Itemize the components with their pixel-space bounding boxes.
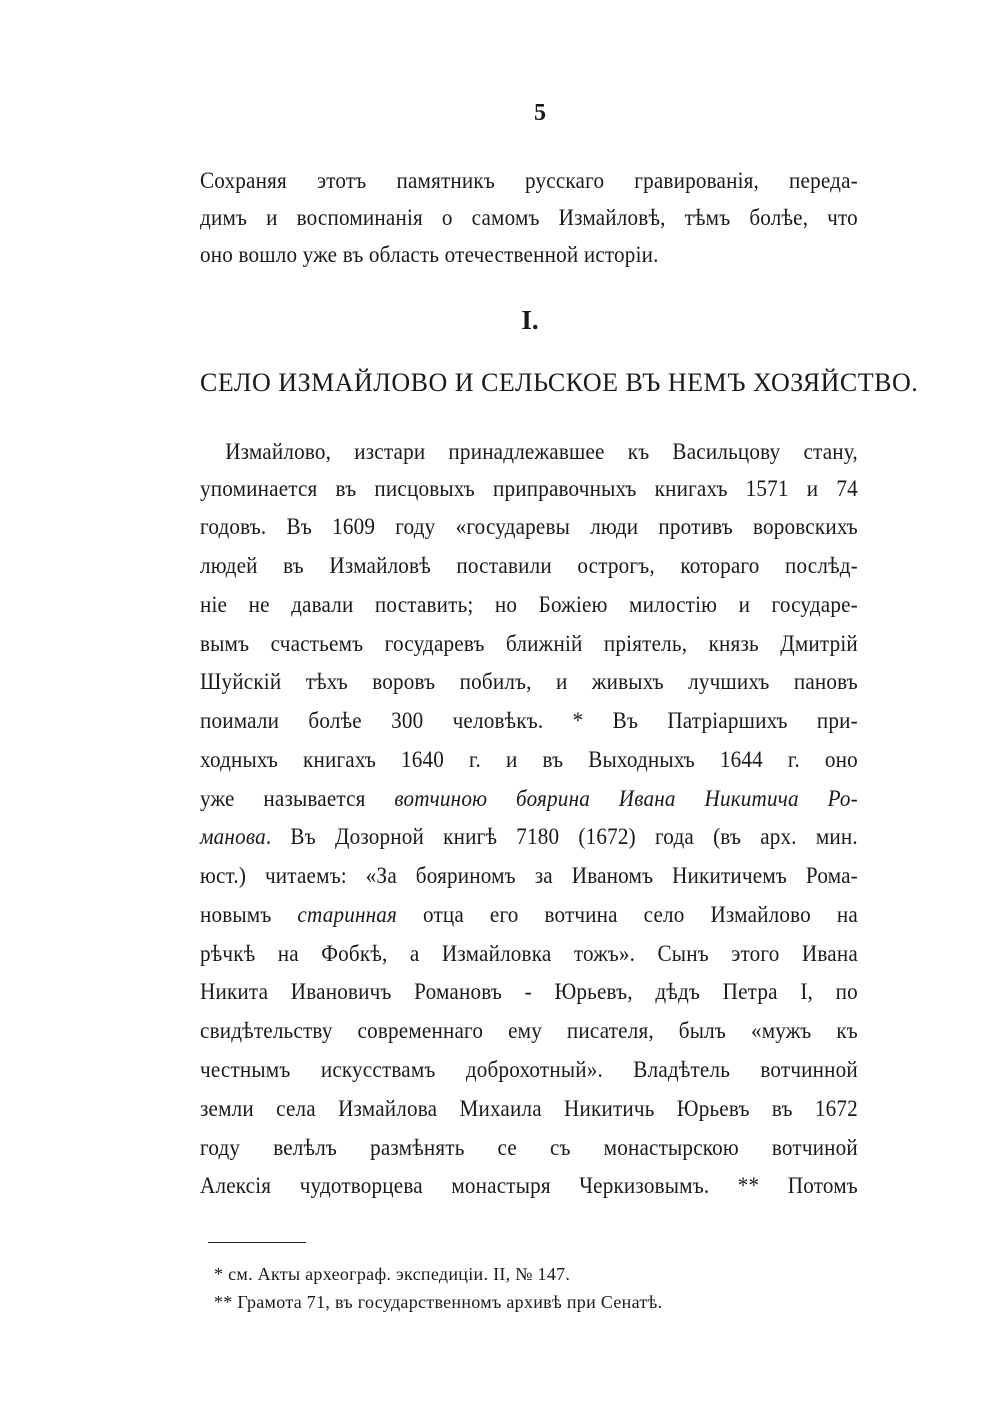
- body-line: ніе не давали поставить; но Божіею милостію и государе-: [200, 592, 858, 618]
- body-line: годовъ. Въ 1609 году «государевы люди противъ воровскихъ: [200, 514, 858, 540]
- body-line: земли села Измайлова Михаила Никитичь Юрьевъ въ 1672: [200, 1096, 858, 1122]
- body-line: Никита Ивановичъ Романовъ - Юрьевъ, дѣдъ Петра I, по: [200, 979, 858, 1005]
- body-line: рѣчкѣ на Фобкѣ, а Измайловка тожъ». Сынъ этого Ивана: [200, 941, 858, 967]
- italic-phrase: старинная: [297, 902, 398, 928]
- body-line: вымъ счастьемъ государевъ ближній пріятель, князь Дмитрій: [200, 631, 858, 657]
- body-line: новымъ старинная отца его вотчина село Измайлово на: [200, 902, 858, 928]
- intro-line: димъ и воспоминанія о самомъ Измайловѣ, тѣмъ болѣе, что: [200, 205, 858, 231]
- body-line: честнымъ искусствамъ доброхотный». Владѣтель вотчинной: [200, 1057, 858, 1083]
- body-line: манова. Въ Дозорной книгѣ 7180 (1672) года (въ арх. мин.: [200, 824, 858, 850]
- body-line: людей въ Измайловѣ поставили острогъ, котораго послѣд-: [200, 553, 858, 579]
- section-title: СЕЛО ИЗМАЙЛОВО И СЕЛЬСКОЕ ВЪ НЕМЪ ХОЗЯЙСТВО.: [200, 368, 919, 397]
- body-line: году велѣлъ размѣнять се съ монастырскою вотчиной: [200, 1135, 858, 1161]
- page-number: 5: [534, 100, 546, 126]
- footnote-divider: [208, 1242, 306, 1243]
- body-line: Алексія чудотворцева монастыря Черкизовымъ. ** Потомъ: [200, 1173, 858, 1199]
- intro-line: Сохраняя этотъ памятникъ русскаго гравированія, переда-: [200, 168, 858, 194]
- body-line: уже называется вотчиною боярина Ивана Никитича Ро-: [200, 786, 858, 812]
- footnote-2: ** Грамота 71, въ государственномъ архивѣ при Сенатѣ.: [214, 1292, 663, 1312]
- section-numeral: I.: [521, 305, 539, 335]
- body-line: свидѣтельству современнаго ему писателя, былъ «мужъ къ: [200, 1018, 858, 1044]
- body-line: упоминается въ писцовыхъ приправочныхъ книгахъ 1571 и 74: [200, 476, 858, 502]
- footnote-1: * см. Акты археограф. экспедиціи. II, № 147.: [214, 1264, 571, 1284]
- body-line: поимали болѣе 300 человѣкъ. * Въ Патріаршихъ при-: [200, 708, 858, 734]
- intro-line: оно вошло уже въ область отечественной исторіи.: [200, 242, 659, 268]
- body-line: Измайлово, изстари принадлежавшее къ Васильцову стану,: [225, 439, 858, 465]
- italic-phrase: манова: [200, 824, 266, 850]
- italic-phrase: вотчиною боярина Ивана Никитича Ро-: [394, 786, 858, 812]
- body-line: ходныхъ книгахъ 1640 г. и въ Выходныхъ 1644 г. оно: [200, 747, 858, 773]
- body-line: Шуйскій тѣхъ воровъ побилъ, и живыхъ лучшихъ пановъ: [200, 669, 858, 695]
- body-line: юст.) читаемъ: «За бояриномъ за Иваномъ Никитичемъ Рома-: [200, 863, 858, 889]
